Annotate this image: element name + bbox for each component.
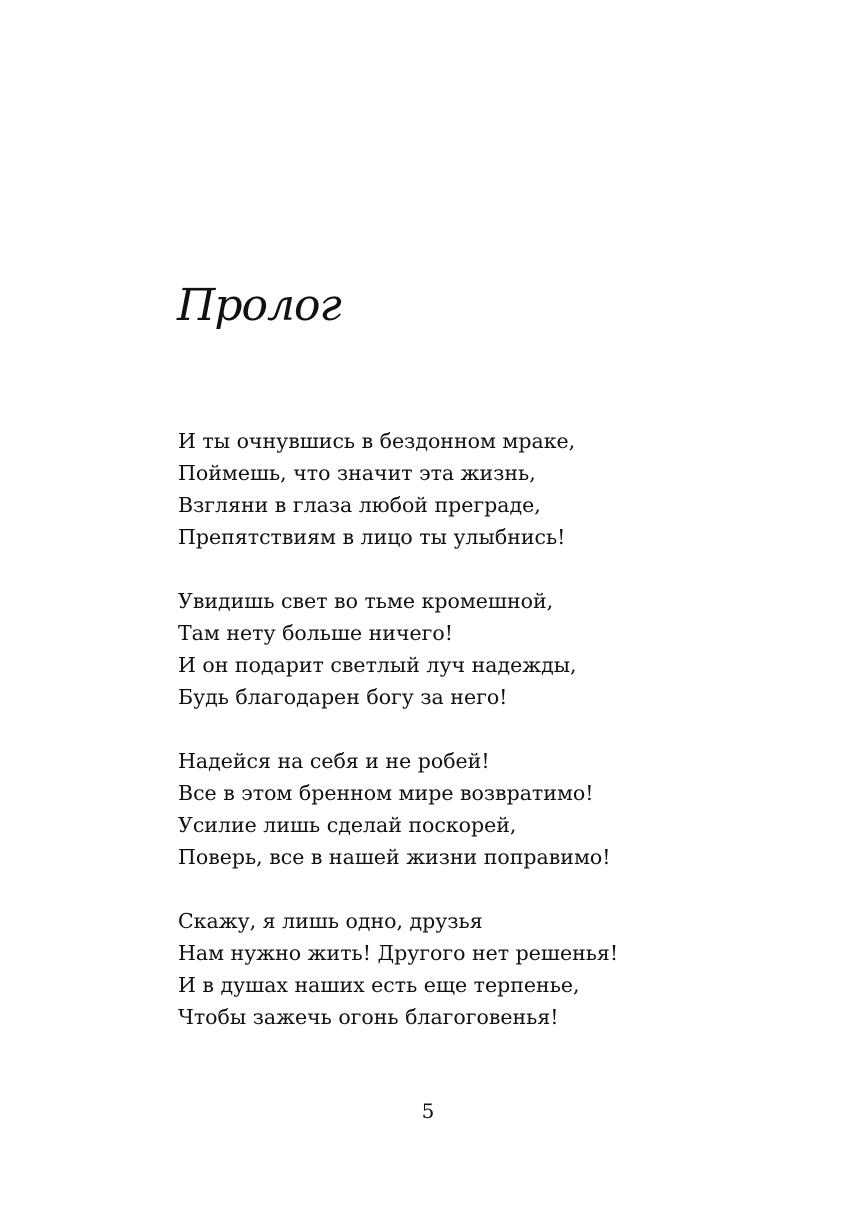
poem	[178, 425, 778, 1065]
poem-line: Там нету больше ничего!	[178, 621, 453, 645]
poem-line: Чтобы зажечь огонь благоговенья!	[178, 1005, 559, 1029]
stanza-3	[178, 745, 778, 873]
poem-line: Препятствиям в лицо ты улыбнись!	[178, 525, 566, 549]
poem-line: Нам нужно жить! Другого нет решенья!	[178, 941, 619, 965]
poem-line: Усилие лишь сделай поскорей,	[178, 813, 517, 837]
poem-line: И он подарит светлый луч надежды,	[178, 653, 577, 677]
poem-line: Взгляни в глаза любой преграде,	[178, 493, 541, 517]
poem-line: Поймешь, что значит эта жизнь,	[178, 461, 536, 485]
stanza-4	[178, 905, 778, 1033]
poem-line: Поверь, все в нашей жизни поправимо!	[178, 845, 611, 869]
poem-line: Будь благодарен богу за него!	[178, 685, 508, 709]
poem-line: И в душах наших есть еще терпенье,	[178, 973, 580, 997]
page-number: 5	[421, 1099, 435, 1123]
stanza-2	[178, 585, 778, 713]
poem-line: И ты очнувшись в бездонном мраке,	[178, 429, 576, 453]
stanza-1	[178, 425, 778, 553]
chapter-title: Пролог	[177, 280, 341, 331]
poem-line: Все в этом бренном мире возвратимо!	[178, 781, 594, 805]
poem-line: Надейся на себя и не робей!	[178, 749, 490, 773]
poem-line: Увидишь свет во тьме кромешной,	[178, 589, 554, 613]
poem-line: Скажу, я лишь одно, друзья	[178, 909, 483, 933]
